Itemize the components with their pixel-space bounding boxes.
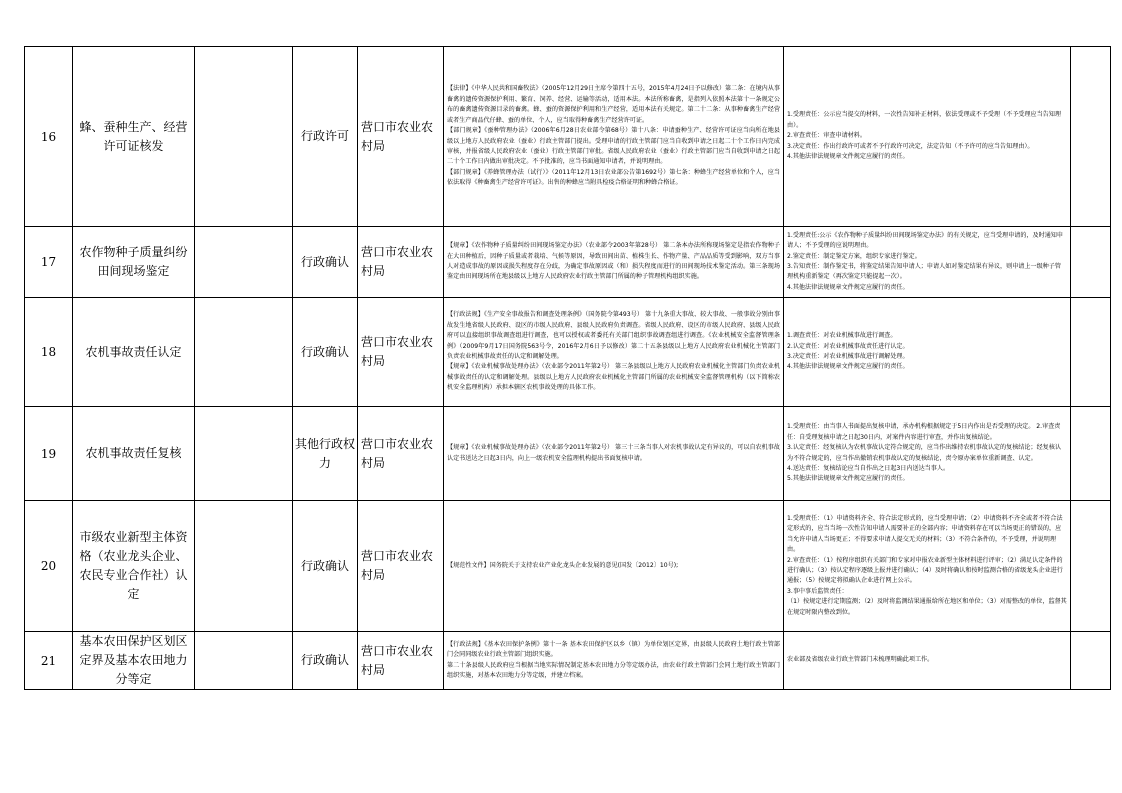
responsibility-item: 1.受理责任：公示应当提交的材料，一次性告知补正材料，依法受理或不予受理（不予受理应当告知理由）。: [787, 111, 1061, 129]
sub-item-cell: [195, 47, 293, 227]
item-name-cell: 农作物种子质量纠纷田间现场鉴定: [73, 227, 195, 298]
responsibility-cell: [784, 407, 1071, 501]
sub-item-cell: [195, 501, 293, 632]
table-row: [25, 632, 1111, 690]
responsibility-item: 1.调查责任：对农业机械事故进行调查。: [787, 332, 897, 340]
responsibility-item: 2.审查责任：（1）按程序组织有关部门和专家对申报农业新型主体材料进行评审；（2）满足认定条件的进行确认；（3）按认定程序逐级上报并进行确认；（4）及时将确认和按时监测合格的省级龙头企业进行通报；（5）按规定将拟确认企业进行网上公示。: [787, 556, 1063, 585]
legal-basis-cell: [444, 407, 784, 501]
legal-basis-cell: [444, 47, 784, 227]
responsibility-item: 1.受理责任：由当事人书面提出复核申请，承办机构根据规定于5日内作出是否受理的决定。 2.审查责任：自受理复核申请之日起30日内，对案件内容进行审查，并作出复核结论。: [787, 423, 1061, 441]
item-name-cell: 市级农业新型主体资格（农业龙头企业、农民专业合作社）认定: [73, 501, 195, 632]
responsibility-cell: [784, 632, 1071, 690]
responsibility-cell: [784, 298, 1071, 407]
power-type-cell: 行政许可: [293, 47, 358, 227]
item-name-cell: 蜂、蚕种生产、经营许可证核发: [73, 47, 195, 227]
legal-basis-paragraph: 【部门规章】《养蜂管理办法（试行）》（2011年12月13日农业部公告第1692号）第七条：种蜂生产经营单位和个人，应当依法取得《种畜禽生产经营许可证》。出售的种蜂应当附具检疫合格证明和种蜂合格证。: [447, 168, 780, 187]
sub-item-cell: [195, 407, 293, 501]
responsibility-item: 4.其他法律法规规章文件规定应履行的责任。: [787, 283, 909, 291]
legal-basis-paragraph: 【规章】《农业机械事故处理办法》（农业部令2011年第2号） 第三条县级以上地方人民政府农业机械化主管部门负责农业机械事故责任的认定和调解处理。县级以上地方人民政府农业机械化主管部门所属的农业机械安全监督管理机构（以下简称农机安全监理机构）承担本辖区农机事故处理的具体工作。: [447, 363, 780, 392]
responsibility-table: [24, 46, 1111, 690]
remarks-cell: [1071, 501, 1111, 632]
item-name-cell: 农机事故责任认定: [73, 298, 195, 407]
responsibility-item: 4.其他法律法规规章文件规定应履行的责任。: [787, 153, 909, 161]
sub-item-cell: [195, 298, 293, 407]
power-type-cell: 行政确认: [293, 298, 358, 407]
legal-basis-paragraph: 【行政法规】《生产安全事故报告和调查处理条例》（国务院令第493号） 第十九条重大事故、较大事故、一般事故分别由事故发生地省级人民政府、设区的市级人民政府、县级人民政府负责调查。省级人民政府、设区的市级人民政府、县级人民政府可以直接组织事故调查组进行调查，也可以授权或者委托有关部门组织事故调查组进行调查。《农业机械安全监督管理条例》（2009年9月17日国务院563号令，2016年2月6日予以修改）第二十五条县级以上地方人民政府农业机械化主管部门负责农业机械事故责任的认定和调解处理。: [447, 311, 780, 360]
remarks-cell: [1071, 47, 1111, 227]
row-number-cell: 18: [25, 298, 73, 407]
legal-basis-cell: [444, 298, 784, 407]
power-type-cell: 行政确认: [293, 501, 358, 632]
department-cell: 营口市农业农村局: [358, 227, 444, 298]
row-number-cell: 21: [25, 632, 73, 690]
remarks-cell: [1071, 632, 1111, 690]
responsibility-item: 5.其他法律法规规章文件规定应履行的责任。: [787, 475, 909, 483]
department-cell: 营口市农业农村局: [358, 298, 444, 407]
legal-basis-paragraph: 第二十条县级人民政府应当根据当地实际情况制定基本农田地力分等定级办法，由农业行政主管部门会同土地行政主管部门组织实施，对基本农田地力分等定级，并建立档案。: [447, 661, 780, 679]
responsibility-item: 4.其他法律法规规章文件规定应履行的责任。: [787, 363, 909, 371]
legal-basis-paragraph: 【部门规章】《蚕种管理办法》（2006年6月28日农业部令第68号）第十八条：申请蚕种生产、经营许可证应当向所在地县级以上地方人民政府农业（蚕业）行政主管部门提出。受理申请的行政主管部门应当自收到申请之日起二十个工作日内完成审核，并报省级人民政府农业（蚕业）行政主管部门审批。省级人民政府农业（蚕业）行政主管部门应当自收到申请之日起二十个工作日内做出审批决定。不予批准的，应当书面通知申请者，并说明理由。: [447, 127, 780, 166]
sub-item-cell: [195, 227, 293, 298]
responsibility-item: 2.鉴定责任：制定鉴定方案，组织专家进行鉴定。: [787, 252, 921, 260]
responsibility-cell: [784, 227, 1071, 298]
row-number-cell: 20: [25, 501, 73, 632]
legal-basis-cell: [444, 501, 784, 632]
legal-basis-paragraph: 【法律】《中华人民共和国畜牧法》（2005年12月29日主席令第四十五号，2015年4月24日予以修改）第二条：在境内从事畜禽的遗传资源保护利用、繁育、饲养、经营、运输等活动，适用本法。本法所称畜禽，是指列入依照本法第十一条规定公布的畜禽遗传资源目录的畜禽。蜂、蚕的资源保护利用和生产经营，适用本法有关规定。第二十二条：从事种畜禽生产经营或者生产商品代仔蜂、蚕的单位、个人，应当取得种畜禽生产经营许可证。: [447, 85, 780, 124]
row-number-cell: 19: [25, 407, 73, 501]
department-cell: 营口市农业农村局: [358, 47, 444, 227]
responsibility-item: 农业部及省级农业行政主管部门未梳理明确此项工作。: [787, 656, 934, 664]
power-type-cell: 行政确认: [293, 227, 358, 298]
item-name-cell: 农机事故责任复核: [73, 407, 195, 501]
department-cell: 营口市农业农村局: [358, 407, 444, 501]
legal-basis-paragraph: 【行政法规】《基本农田保护条例》第十一条 基本农田保护区以乡（镇）为单位划区定界，由县级人民政府土地行政主管部门会同同级农业行政主管部门组织实施。: [447, 640, 780, 659]
power-type-cell: 行政确认: [293, 632, 358, 690]
table-row: [25, 227, 1111, 298]
remarks-cell: [1071, 298, 1111, 407]
responsibility-item: 1.受理责任:公示《农作物种子质量纠纷田间现场鉴定办法》的有关规定，应当受理申请的，及时通知申请人；不予受理的应说明理由。: [787, 231, 1063, 250]
responsibility-item: （1）按规定进行定期监测；（2）及时将监测结果通报给所在地区和单位；（3）对需整改的单位，监督其在规定时限内整改到位。: [787, 598, 1067, 616]
table-body: [25, 47, 1111, 690]
responsibility-item: 3.告知责任：制作鉴定书，将鉴定结果告知申请人；申请人如对鉴定结果有异议，则申请上一级种子管理机构重新鉴定（再次鉴定只能提起一次）。: [787, 263, 1061, 281]
responsibility-item: 3.事中事后监管责任：: [787, 587, 848, 595]
row-number-cell: 17: [25, 227, 73, 298]
legal-basis-paragraph: 【规范性文件】国务院关于支持农业产业化龙头企业发展的意见(国发〔2012〕10号);: [447, 561, 679, 569]
legal-basis-cell: [444, 632, 784, 690]
legal-basis-paragraph: 【规章】《农业机械事故处理办法》（农业部令2011年第2号） 第三十三条当事人对农机事故认定有异议的，可以自农机事故认定书送达之日起3日内，向上一级农机安全监理机构提出书面复核申请。: [447, 444, 780, 462]
table-row: [25, 47, 1111, 227]
department-cell: 营口市农业农村局: [358, 632, 444, 690]
responsibility-item: 2.认定责任：对农业机械事故责任进行认定。: [787, 342, 909, 350]
table-row: [25, 298, 1111, 407]
row-number-cell: 16: [25, 47, 73, 227]
responsibility-cell: [784, 47, 1071, 227]
responsibility-cell: [784, 501, 1071, 632]
responsibility-item: 3.决定责任：对农业机械事故进行调解处理。: [787, 353, 909, 360]
item-name-cell: 基本农田保护区划区定界及基本农田地力分等定: [73, 632, 195, 690]
responsibility-item: 2.审查责任：审查申请材料。: [787, 132, 866, 140]
table-row: [25, 407, 1111, 501]
responsibility-item: 1.受理责任：（1）申请资料齐全、符合法定形式的，应当受理申请；（2）申请资料不齐全或者不符合法定形式的，应当当场一次性告知申请人需要补正的全部内容；申请资料存在可以当场更正的错误的，应当允许申请人当场更正；不得要求申请人提交无关的材料；（3）不符合条件的，不予受理，并说明理由。: [787, 514, 1063, 554]
responsibility-item: 3.决定责任：作出行政许可或者不予行政许可决定，法定告知（不予许可的应当告知理由）。: [787, 142, 1034, 150]
table-row: [25, 501, 1111, 632]
remarks-cell: [1071, 407, 1111, 501]
legal-basis-paragraph: 【规章】《农作物种子质量纠纷田间现场鉴定办法》（农业部令2003年第28号） 第二条本办法所称现场鉴定是指农作物种子在大田种植后，因种子质量或者栽培、气候等原因，导致田间出苗、植株生长、作物产量、产品品质等受到影响，双方当事人对造成事故的原因或损失程度存在分歧，为确定事故原因或（和）损失程度而进行的田间现场技术鉴定活动。第三条现场鉴定由田间现场所在地县级以上地方人民政府农业行政主管部门所属的种子管理机构组织实施。: [447, 242, 780, 281]
responsibility-table-container: [24, 46, 1111, 690]
remarks-cell: [1071, 227, 1111, 298]
power-type-cell: 其他行政权力: [293, 407, 358, 501]
legal-basis-cell: [444, 227, 784, 298]
responsibility-item: 3.认定责任：经复核认为农机事故认定符合规定的，应当作出维持农机事故认定的复核结论；经复核认为不符合规定的，应当作出撤销农机事故认定的复核结论，责令原办案单位重新调查、认定。: [787, 444, 1061, 462]
sub-item-cell: [195, 632, 293, 690]
responsibility-item: 4.送达责任：复核结论应当自作出之日起3日内送达当事人。: [787, 464, 950, 472]
department-cell: 营口市农业农村局: [358, 501, 444, 632]
